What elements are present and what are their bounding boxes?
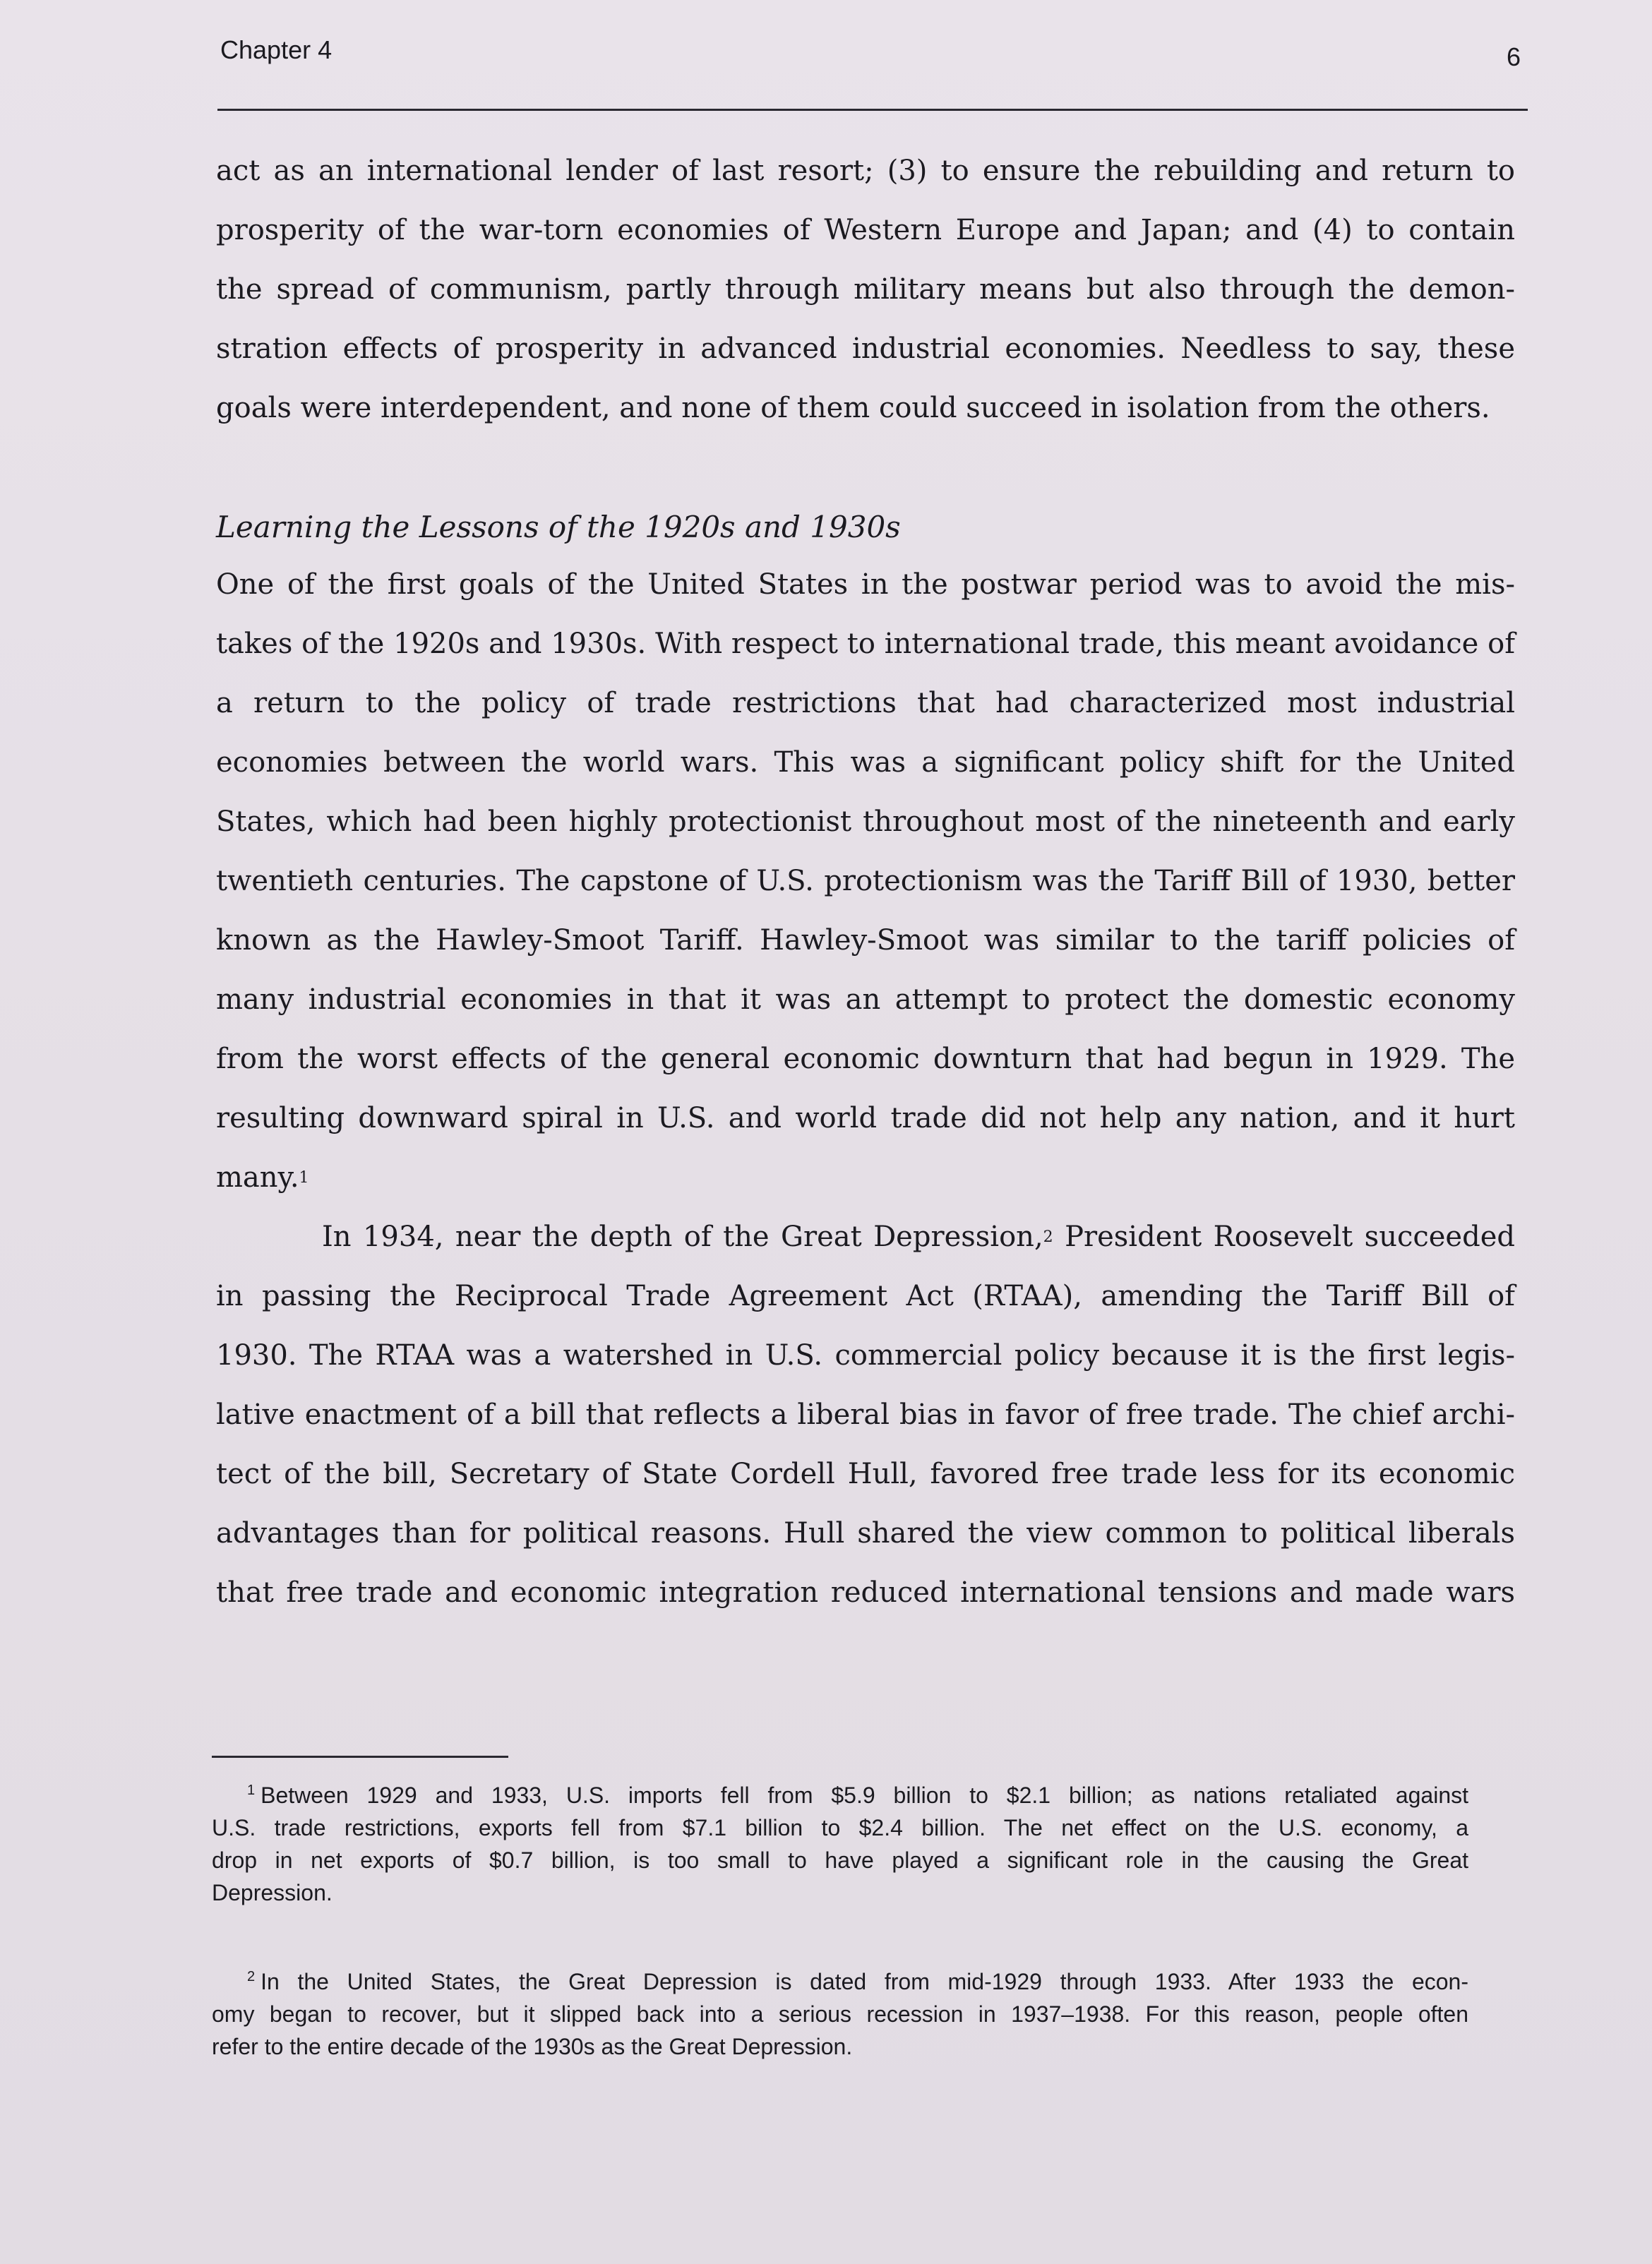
text-fragment: In the United States, the Great Depression is dated from mid-1929 through 1933. After 1933 the econ- <box>261 1969 1468 1994</box>
text-line: One of the first goals of the United States in the postwar period was to avoid the mis- <box>216 568 1515 601</box>
section-heading: Learning the Lessons of the 1920s and 1930s <box>216 510 901 544</box>
footnote-line: Depression. <box>212 1880 333 1905</box>
footnote-line: U.S. trade restrictions, exports fell from $7.1 billion to $2.4 billion. The net effect on the U.S. economy, a <box>212 1815 1468 1840</box>
chapter-label: Chapter 4 <box>220 35 333 64</box>
text-line <box>216 1148 1515 1207</box>
text-line <box>216 1207 1515 1266</box>
text-line: that free trade and economic integration reduced international tensions and made wars <box>216 1576 1515 1609</box>
text-line: goals were interdependent, and none of them could succeed in isolation from the others. <box>216 392 1490 424</box>
footnote-ref-2[interactable]: 2 <box>1043 1228 1053 1246</box>
paragraph-hawley-smoot <box>216 555 1515 1207</box>
text-line: act as an international lender of last resort; (3) to ensure the rebuilding and return to <box>216 155 1515 187</box>
section-spacer <box>216 438 1515 503</box>
text-line: from the worst effects of the general economic downturn that had begun in 1929. The <box>216 1043 1515 1075</box>
footnote-line: omy began to recover, but it slipped back into a serious recession in 1937–1938. For this reason, people often <box>212 2001 1468 2027</box>
footnote-number: 2 <box>247 1969 256 1984</box>
text-line: known as the Hawley-Smoot Tariff. Hawley-Smoot was similar to the tariff policies of <box>216 924 1515 957</box>
footnote-number: 1 <box>247 1783 256 1798</box>
text-fragment: many. <box>216 1161 299 1194</box>
footnote-1 <box>212 1779 1468 1909</box>
page-number: 6 <box>1506 42 1521 71</box>
footnote-rule <box>212 1756 508 1758</box>
footnote-line <box>212 1779 1468 1811</box>
text-line: the spread of communism, partly through military means but also through the demon- <box>216 273 1515 306</box>
text-fragment: Between 1929 and 1933, U.S. imports fell from $5.9 billion to $2.1 billion; as nations retaliated against <box>261 1783 1468 1808</box>
header-rule <box>217 109 1528 111</box>
text-line: advantages than for political reasons. Hull shared the view common to political liberals <box>216 1517 1515 1550</box>
paragraph-continued <box>216 141 1515 438</box>
text-line: 1930. The RTAA was a watershed in U.S. commercial policy because it is the first legis- <box>216 1339 1515 1372</box>
main-text <box>216 141 1515 1622</box>
text-line: resulting downward spiral in U.S. and world trade did not help any nation, and it hurt <box>216 1102 1515 1134</box>
text-line: States, which had been highly protectionist throughout most of the nineteenth and early <box>216 805 1515 838</box>
text-line: lative enactment of a bill that reflects a liberal bias in favor of free trade. The chief archi- <box>216 1398 1515 1431</box>
text-line: prosperity of the war-torn economies of Western Europe and Japan; and (4) to contain <box>216 214 1515 246</box>
text-line: takes of the 1920s and 1930s. With respect to international trade, this meant avoidance of <box>216 628 1515 660</box>
text-line: in passing the Reciprocal Trade Agreement Act (RTAA), amending the Tariff Bill of <box>216 1280 1515 1312</box>
footnote-spacer <box>212 1909 1468 1965</box>
footnote-line: drop in net exports of $0.7 billion, is too small to have played a significant role in the causing the Great <box>212 1847 1468 1873</box>
footnote-ref-1[interactable]: 1 <box>299 1169 309 1187</box>
footnotes <box>212 1779 1468 2063</box>
text-fragment: President Roosevelt succeeded <box>1053 1221 1515 1253</box>
text-line: economies between the world wars. This was a significant policy shift for the United <box>216 746 1515 779</box>
footnote-line <box>212 1965 1468 1998</box>
footnote-line: refer to the entire decade of the 1930s as the Great Depression. <box>212 2034 853 2059</box>
text-line: many industrial economies in that it was an attempt to protect the domestic economy <box>216 983 1515 1016</box>
text-line: stration effects of prosperity in advanced industrial economies. Needless to say, these <box>216 333 1515 365</box>
text-fragment: In 1934, near the depth of the Great Depression, <box>322 1221 1043 1253</box>
text-line: a return to the policy of trade restrictions that had characterized most industrial <box>216 687 1515 719</box>
running-header <box>217 35 1525 75</box>
paragraph-rtaa <box>216 1207 1515 1622</box>
text-line: twentieth centuries. The capstone of U.S. protectionism was the Tariff Bill of 1930, better <box>216 865 1515 897</box>
footnote-2 <box>212 1965 1468 2063</box>
text-line: tect of the bill, Secretary of State Cordell Hull, favored free trade less for its economic <box>216 1458 1515 1490</box>
